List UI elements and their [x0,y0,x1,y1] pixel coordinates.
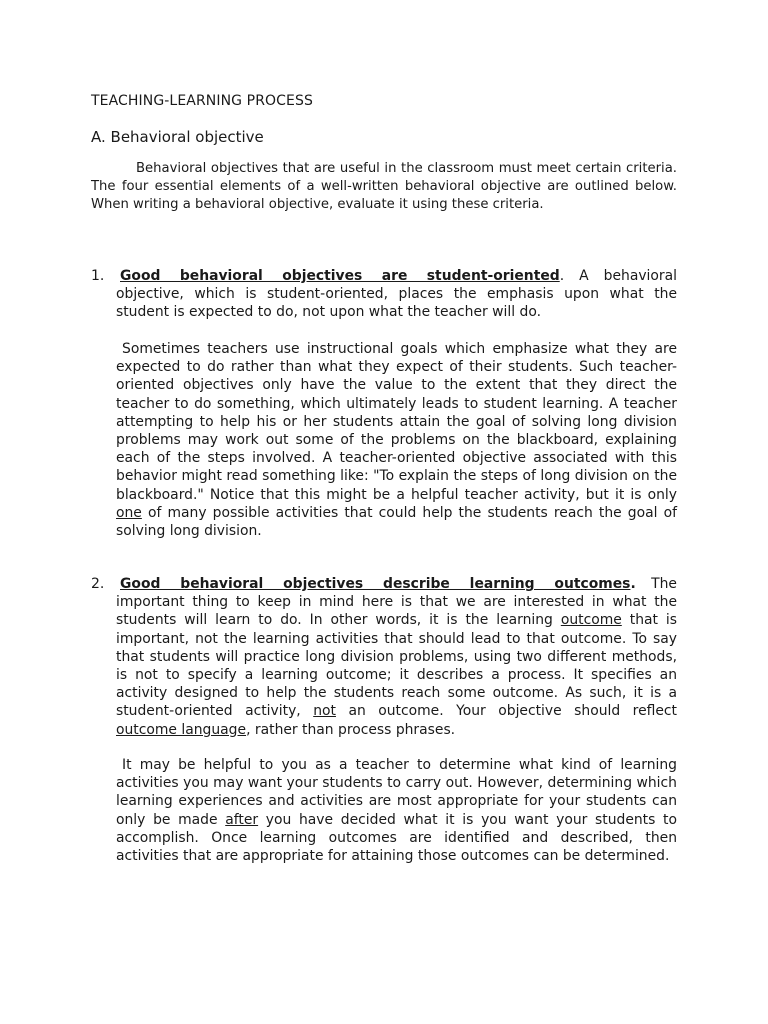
item-2-heading-punct: . [630,576,636,592]
item-2-lead-emphasis-outcome: outcome [560,612,622,629]
item-1-detail-b: of many possible activities that could help the students reach the goal of solving long division. [116,504,677,540]
item-1-paragraph [116,267,677,322]
list-number-1: 1. [91,268,105,284]
item-1-detail-emphasis: one [116,504,142,521]
item-2-lead-c: an outcome. Your objective should reflect [335,703,678,720]
item-2-detail-b: you have decided what it is you want your students to accomplish. Once learning outcomes are identified and described, then activities that are appropriate for attaining those outcomes can be determined. [116,811,677,865]
item-2-detail-paragraph [116,756,677,865]
item-1-detail-a: Sometimes teachers use instructional goals which emphasize what they are expected to do rather than what they expect of their students. Such teacher-oriented objectives only have the value to the extent that they direct the teacher to do something, which ultimately leads to student learning. A teacher attempting to help his or her students attain the goal of solving long division problems may work out some of the problems on the blackboard, explaining each of the steps involved. A teacher-oriented objective associated with this behavior might read something like: "To explain the steps of long division on the blackboard." Notice that this might be a helpful teacher activity, but it is only [116,341,677,503]
item-1-lead: A behavioral objective, which is student-oriented, places the emphasis upon what the student is expected to do, not upon what the teacher will do. [116,268,677,321]
document-title: TEACHING-LEARNING PROCESS [91,93,313,109]
item-2-lead-emphasis-outcome-language: outcome language [116,721,247,738]
item-2-paragraph [116,575,677,739]
item-2-lead-emphasis-not: not [313,703,336,720]
item-2-heading: Good behavioral objectives describe learning outcomes [120,576,631,592]
item-2-lead-d: , rather than process phrases. [246,721,456,738]
item-2-detail-a: It may be helpful to you as a teacher to determine what kind of learning activities you may want your students to carry out. However, determining which learning experiences and activities are most appropriate for your students can only be made [116,757,677,828]
list-number-2: 2. [91,576,105,592]
item-2-detail-emphasis: after [225,811,259,828]
item-2-lead-b: that is important, not the learning activities that should lead to that outcome. To say that students will practice long division problems, using two different methods, is not to specify a learning outcome; it describes a process. It specifies an activity designed to help the students reach some outcome. As such, it is a student-oriented activity, [116,612,677,720]
item-1-heading: Good behavioral objectives are student-oriented [120,268,560,284]
section-heading: A. Behavioral objective [91,128,264,146]
intro-paragraph: Behavioral objectives that are useful in the classroom must meet certain criteria. The four essential elements of a well-written behavioral objective are outlined below. When writing a behavioral objective, evaluate it using these criteria. [91,161,677,212]
item-2-lead-a: The important thing to keep in mind here is that we are interested in what the students will learn to do. In other words, it is the learning [116,576,677,629]
item-1-heading-punct: . [559,268,565,284]
item-1-detail-paragraph [116,340,677,540]
